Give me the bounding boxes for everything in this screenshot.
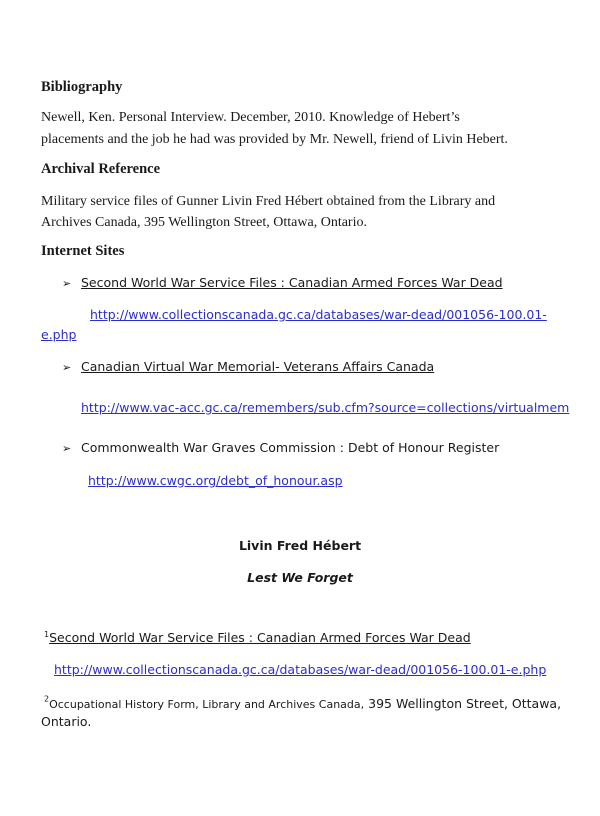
archival-heading: Archival Reference [41, 161, 161, 177]
bullet-arrow-icon: ➢ [62, 278, 72, 290]
footnote-2 [44, 693, 561, 712]
footnote-text-small: Occupational History Form, Library and Archives Canada, [49, 698, 365, 711]
internet-item-link-continuation[interactable]: e.php [41, 327, 77, 342]
bullet-arrow-icon: ➢ [62, 362, 72, 374]
footnote-2-line-2: Ontario. [41, 714, 92, 729]
footnote-1 [44, 630, 471, 645]
internet-item-title: Canadian Virtual War Memorial- Veterans Affairs Canada [81, 359, 435, 374]
bibliography-line-1: Newell, Ken. Personal Interview. December, 2010. Knowledge of Hebert’s [41, 110, 460, 125]
closing-motto: Lest We Forget [247, 570, 353, 585]
internet-sites-heading: Internet Sites [41, 243, 125, 259]
footnote-link[interactable]: http://www.collectionscanada.gc.ca/databases/war-dead/001056-100.01-e.php [54, 662, 547, 677]
internet-item-link[interactable]: http://www.cwgc.org/debt_of_honour.asp [88, 473, 343, 488]
internet-item-title: Second World War Service Files : Canadian Armed Forces War Dead [81, 275, 503, 290]
footnote-marker: 2 [44, 694, 50, 704]
footnote-text-large: 395 Wellington Street, Ottawa, [364, 696, 562, 711]
bibliography-heading: Bibliography [41, 79, 123, 95]
closing-name: Livin Fred Hébert [238, 538, 362, 553]
internet-item-link[interactable]: http://www.collectionscanada.gc.ca/databases/war-dead/001056-100.01- [90, 307, 547, 322]
footnote-title: Second World War Service Files : Canadian Armed Forces War Dead [49, 630, 471, 646]
footnote-marker: 1 [44, 630, 50, 639]
bullet-arrow-icon: ➢ [62, 443, 72, 455]
archival-line-1: Military service files of Gunner Livin Fred Hébert obtained from the Library and [41, 194, 496, 209]
internet-item-title: Commonwealth War Graves Commission : Debt of Honour Register [81, 440, 500, 455]
internet-item-link[interactable]: http://www.vac-acc.gc.ca/remembers/sub.cfm?source=collections/virtualmem [81, 400, 570, 415]
archival-line-2: Archives Canada, 395 Wellington Street, Ottawa, Ontario. [41, 215, 367, 230]
bibliography-line-2: placements and the job he had was provided by Mr. Newell, friend of Livin Hebert. [41, 132, 508, 147]
